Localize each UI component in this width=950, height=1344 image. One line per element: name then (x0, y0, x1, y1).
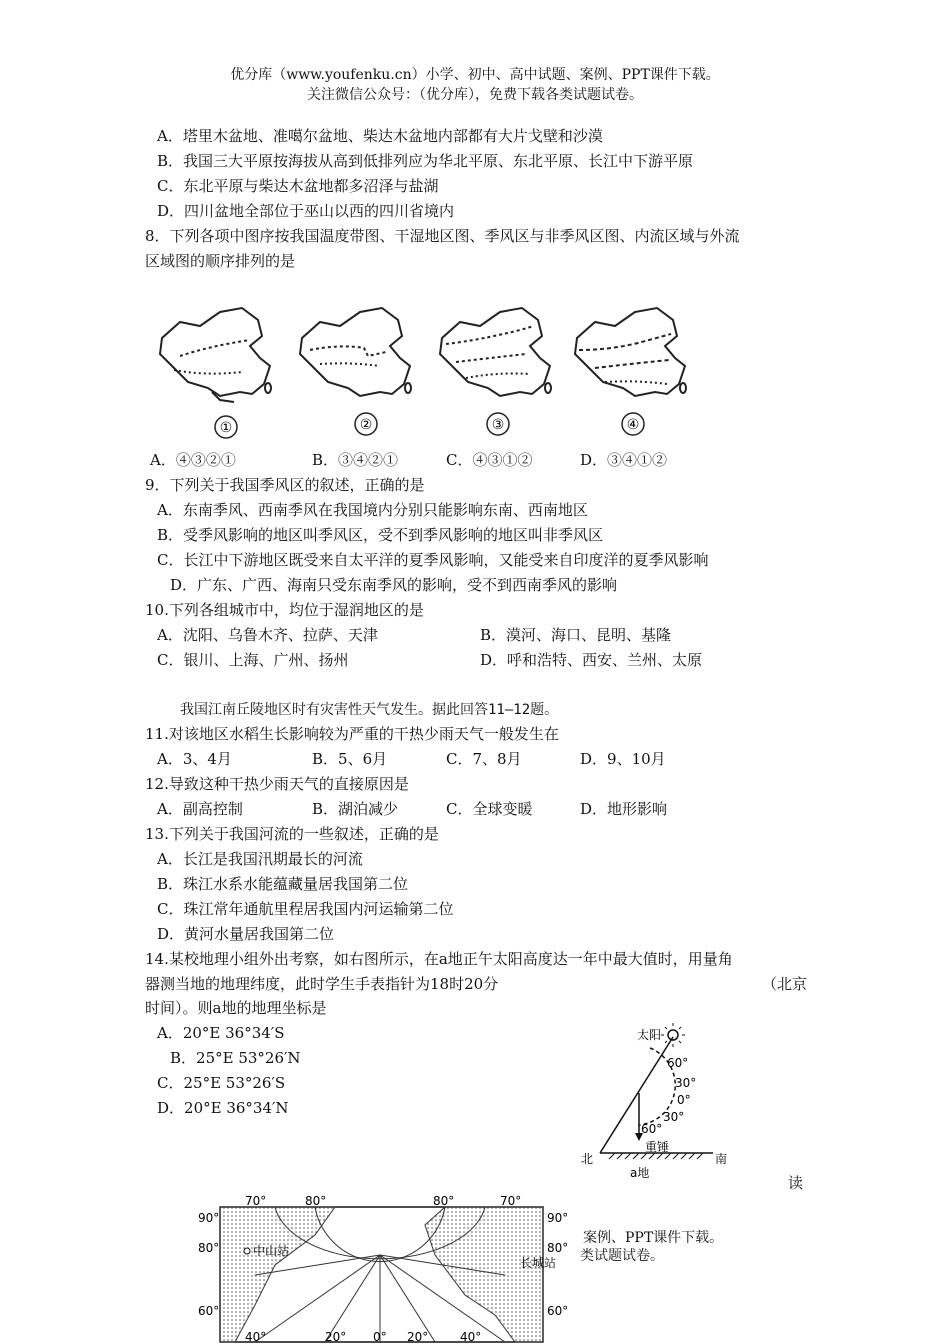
footer-partial-2: 类试题试卷。 (580, 1248, 664, 1264)
station-changcheng: 长城站 (520, 1256, 557, 1270)
q13-option-b: B．珠江水系水能蕴藏量居我国第二位 (157, 875, 409, 893)
q12-option-c: C．全球变暖 (446, 800, 533, 818)
angle-label-60-top: 60° (667, 1056, 689, 1070)
q11-option-d: D．9、10月 (580, 750, 666, 768)
q14-protractor-figure (575, 1015, 745, 1185)
q10-stem: 10.下列各组城市中，均位于湿润地区的是 (145, 601, 424, 619)
q9-option-b: B．受季风影响的地区叫季风区，受不到季风影响的地区叫非季风区 (157, 526, 604, 544)
angle-label-30-bottom: 30° (663, 1110, 685, 1124)
bottom-tick-4: 20° (407, 1330, 429, 1344)
left-tick-3: 60° (198, 1304, 220, 1318)
right-tick-2: 80° (547, 1241, 569, 1255)
q10-option-d: D．呼和浩特、西安、兰州、太原 (480, 651, 703, 669)
top-tick-1: 70° (245, 1195, 267, 1208)
q14-option-d: D．20°E 36°34′N (157, 1099, 289, 1117)
q13-stem: 13.下列关于我国河流的一些叙述，正确的是 (145, 825, 439, 843)
q8-option-c: C．④③①② (446, 451, 533, 469)
q10-option-a: A．沈阳、乌鲁木齐、拉萨、天津 (157, 626, 378, 644)
q13-option-d: D．黄河水量居我国第二位 (157, 925, 335, 943)
q8-option-b: B．③④②① (312, 451, 399, 469)
q12-option-a: A．副高控制 (157, 800, 243, 818)
q7-option-a: A．塔里木盆地、准噶尔盆地、柴达木盆地内部都有大片戈壁和沙漠 (157, 127, 603, 145)
bottom-tick-1: 40° (245, 1330, 267, 1344)
bottom-tick-3: 0° (373, 1330, 387, 1344)
q14-stem-line-1: 14.某校地理小组外出考察，如右图所示，在a地正午太阳高度达一年中最大值时，用量角 (145, 950, 733, 968)
q13-option-a: A．长江是我国汛期最长的河流 (157, 850, 363, 868)
intro-11-12: 我国江南丘陵地区时有灾害性天气发生。据此回答11—12题。 (180, 702, 559, 718)
zhongshan-marker (244, 1248, 250, 1254)
weight-label: 重锤 (645, 1140, 670, 1154)
q8-option-d: D．③④①② (580, 451, 668, 469)
top-tick-3: 80° (433, 1195, 455, 1208)
q9-option-c: C．长江中下游地区既受来自太平洋的夏季风影响，又能受来自印度洋的夏季风影响 (157, 551, 709, 569)
q14-option-a: A．20°E 36°34′S (157, 1024, 285, 1042)
left-tick-2: 80° (198, 1241, 220, 1255)
angle-label-60-bottom: 60° (641, 1122, 663, 1136)
angle-label-30-top: 30° (675, 1076, 697, 1090)
q9-option-a: A．东南季风、西南季风在我国境内分别只能影响东南、西南地区 (157, 501, 588, 519)
q7-option-c: C．东北平原与柴达木盆地都多沼泽与盐湖 (157, 177, 439, 195)
q9-option-d: D．广东、广西、海南只受东南季风的影响，受不到西南季风的影响 (170, 576, 618, 594)
right-tick-1: 90° (547, 1211, 569, 1225)
top-tick-2: 80° (305, 1195, 327, 1208)
header-line-1: 优分库（www.youfenku.cn）小学、初中、高中试题、案例、PPT课件下载。 (230, 67, 720, 83)
land-left (220, 1207, 335, 1342)
antarctica-map (195, 1195, 575, 1344)
q8-stem-line-1: 8．下列各项中图序按我国温度带图、干湿地区图、季风区与非季风区图、内流区域与外流 (145, 227, 740, 245)
q12-option-b: B．湖泊减少 (312, 800, 399, 818)
angle-label-0: 0° (677, 1093, 691, 1107)
china-map-3 (440, 308, 551, 396)
china-map-4 (575, 308, 686, 396)
left-tick-1: 90° (198, 1211, 220, 1225)
q12-stem: 12.导致这种干热少雨天气的直接原因是 (145, 775, 409, 793)
map-label-2: ② (359, 417, 373, 433)
place-label: a地 (630, 1166, 650, 1180)
china-map-2 (300, 308, 411, 396)
map-label-4: ④ (626, 417, 640, 433)
q8-stem-line-2: 区域图的顺序排列的是 (145, 252, 296, 270)
q11-stem: 11.对该地区水稻生长影响较为严重的干热少雨天气一般发生在 (145, 725, 559, 743)
map-label-1: ① (219, 420, 233, 436)
q10-option-c: C．银川、上海、广州、扬州 (157, 651, 349, 669)
header-line-2: 关注微信公众号：（优分库），免费下载各类试题试卷。 (307, 87, 643, 103)
sun-icon (661, 1023, 685, 1047)
station-zhongshan: 中山站 (253, 1244, 290, 1258)
sun-circle (668, 1030, 678, 1040)
q14-option-c: C．25°E 53°26′S (157, 1074, 286, 1092)
q12-option-d: D．地形影响 (580, 800, 668, 818)
right-tick-3: 60° (547, 1304, 569, 1318)
q11-option-c: C．7、8月 (446, 750, 522, 768)
bottom-tick-2: 20° (325, 1330, 347, 1344)
q14-stem-line-2: 器测当地的地理纬度，此时学生手表指针为18时20分 (145, 975, 499, 993)
north-label: 北 (581, 1152, 594, 1166)
sun-label: 太阳 (637, 1028, 662, 1042)
q8-option-a: A．④③②① (150, 451, 236, 469)
q14-stem-line-2-tail: （北京 (762, 975, 808, 993)
bottom-tick-5: 40° (460, 1330, 482, 1344)
top-tick-4: 70° (500, 1195, 522, 1208)
q11-option-b: B．5、6月 (312, 750, 388, 768)
map-number-labels (215, 413, 644, 438)
q13-option-c: C．珠江常年通航里程居我国内河运输第二位 (157, 900, 454, 918)
q14-stem-line-3: 时间）。则a地的地理坐标是 (145, 999, 327, 1017)
land-right (425, 1207, 543, 1342)
read-label: 读 (788, 1174, 804, 1192)
q11-option-a: A．3、4月 (157, 750, 232, 768)
q7-option-d: D．四川盆地全部位于巫山以西的四川省境内 (157, 202, 455, 220)
q14-option-b: B．25°E 53°26′N (170, 1049, 301, 1067)
map-label-3: ③ (491, 417, 505, 433)
q10-option-b: B．漠河、海口、昆明、基隆 (480, 626, 672, 644)
q9-stem: 9．下列关于我国季风区的叙述，正确的是 (145, 476, 425, 494)
south-label: 南 (715, 1152, 728, 1166)
q7-option-b: B．我国三大平原按海拔从高到低排列应为华北平原、东北平原、长江中下游平原 (157, 152, 694, 170)
china-map-1 (160, 308, 271, 402)
q8-china-maps (150, 300, 710, 445)
footer-partial-1: 案例、PPT课件下载。 (583, 1230, 724, 1246)
